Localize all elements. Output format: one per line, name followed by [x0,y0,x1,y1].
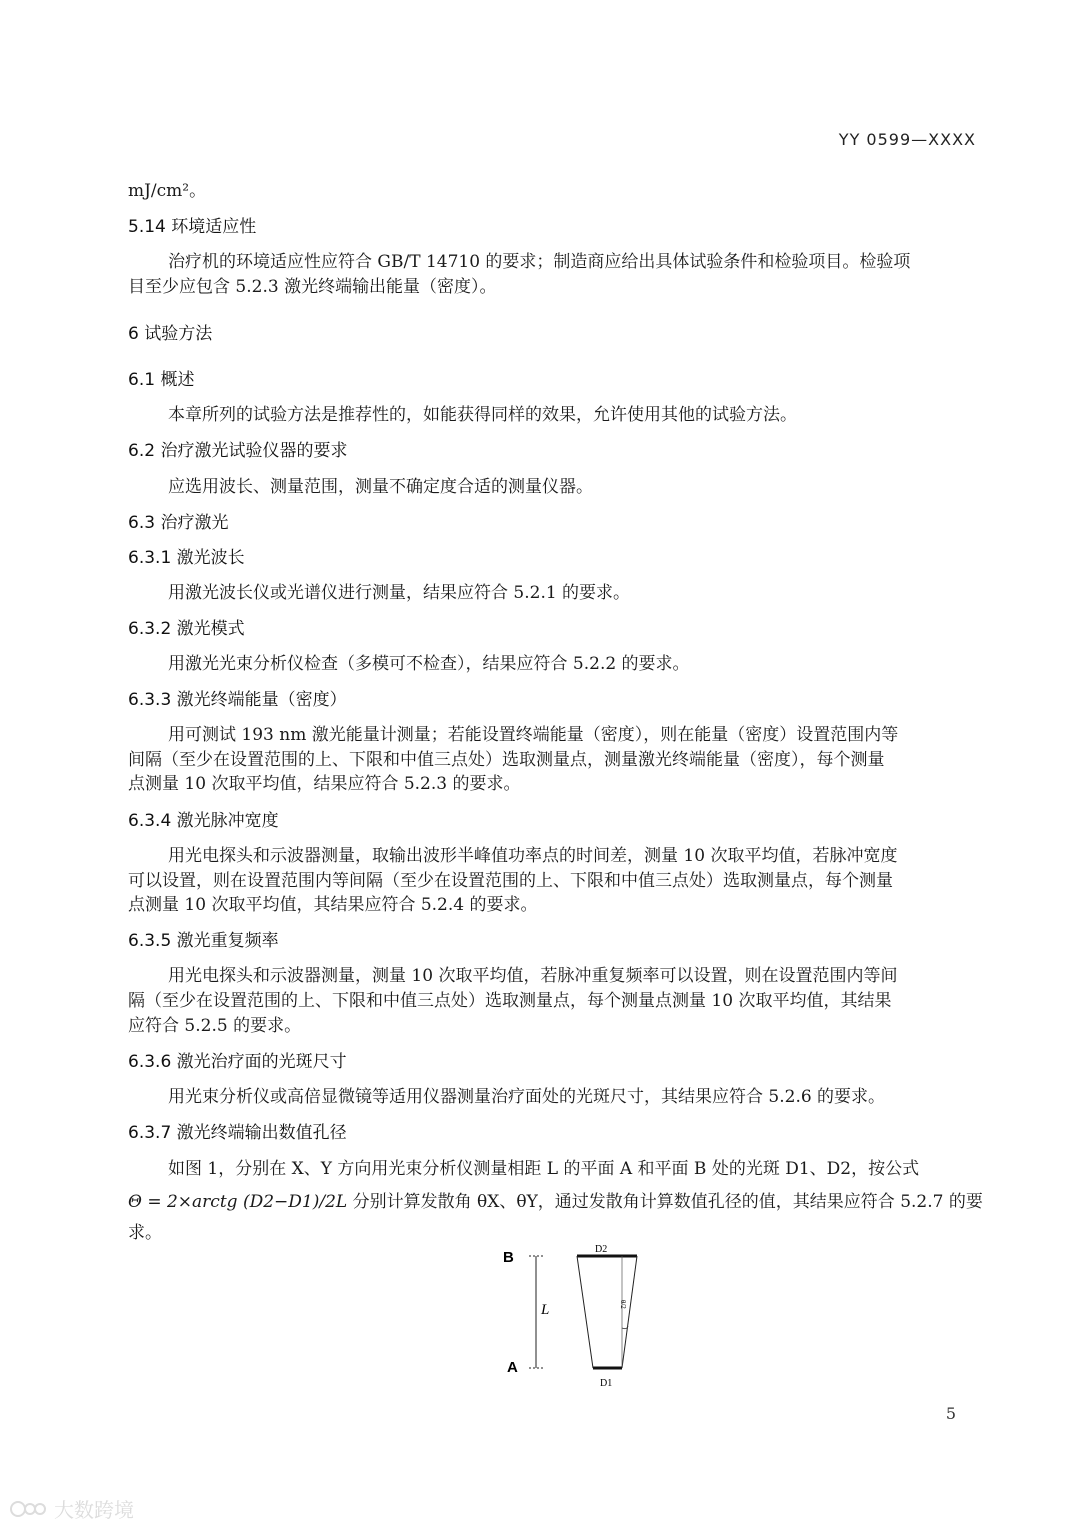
paragraph-line: 用光电探头和示波器测量，测量 10 次取平均值，若脉冲重复频率可以设置，则在设置范围内等间 [168,966,898,986]
paragraph-line: 用激光波长仪或光谱仪进行测量，结果应符合 5.2.1 的要求。 [168,583,631,603]
paragraph-line: 用光束分析仪或高倍显微镜等适用仪器测量治疗面处的光斑尺寸，其结果应符合 5.2.6 的要求。 [168,1087,886,1107]
paragraph-line: 目至少应包含 5.2.3 激光终端输出能量（密度）。 [128,277,497,297]
document-code: YY 0599—XXXX [838,130,976,149]
formula-line [128,1187,983,1212]
paragraph-line: 点测量 10 次取平均值，其结果应符合 5.2.4 的要求。 [128,895,538,915]
paragraph-line: 治疗机的环境适应性应符合 GB/T 14710 的要求；制造商应给出具体试验条件和检验项目。检验项 [168,252,911,272]
label-b: B [503,1249,514,1266]
paragraph-line: 可以设置，则在设置范围内等间隔（至少在设置范围的上、下限和中值三点处）选取测量点，每个测量 [128,871,893,891]
formula-text: 分别计算发散角 θX、θY，通过发散角计算数值孔径的值，其结果应符合 5.2.7 的要 [347,1192,983,1212]
paragraph-line: 如图 1，分别在 X、Y 方向用光束分析仪测量相距 L 的平面 A 和平面 B 处的光斑 D1、D2，按公式 [168,1159,920,1179]
figure-1-diagram [495,1244,665,1394]
label-a: A [507,1359,518,1376]
watermark-text: 大数跨境 [54,1498,134,1522]
paragraph-line: 应符合 5.2.5 的要求。 [128,1016,302,1036]
beam-edge-right [622,1256,637,1368]
section-heading-6-3-4: 6.3.4 激光脉冲宽度 [128,811,279,831]
section-heading-6-3-6: 6.3.6 激光治疗面的光斑尺寸 [128,1052,347,1072]
divergence-formula: Θ = 2×arctg (D2−D1)/2L [128,1192,348,1212]
section-heading-5-14: 5.14 环境适应性 [128,217,257,237]
paragraph-line: 用激光光束分析仪检查（多模可不检查），结果应符合 5.2.2 的要求。 [168,654,690,674]
label-l: L [541,1302,550,1318]
section-heading-6-3-1: 6.3.1 激光波长 [128,548,245,568]
page-number: 5 [945,1404,956,1423]
paragraph-line: 本章所列的试验方法是推荐性的，如能获得同样的效果，允许使用其他的试验方法。 [168,405,797,425]
label-theta: θ/2 [619,1300,627,1309]
beam-edge-left [577,1256,593,1368]
label-d1: D1 [600,1378,613,1389]
section-heading-6-3-7: 6.3.7 激光终端输出数值孔径 [128,1123,347,1143]
chapter-heading-6: 6 试验方法 [128,324,213,344]
section-heading-6-3-5: 6.3.5 激光重复频率 [128,931,279,951]
paragraph-line: 间隔（至少在设置范围的上、下限和中值三点处）选取测量点，测量激光终端能量（密度），每个测量 [128,750,885,770]
label-d2: D2 [595,1244,608,1255]
paragraph-line: 用光电探头和示波器测量，取输出波形半峰值功率点的时间差，测量 10 次取平均值，若脉冲宽度 [168,846,898,866]
paragraph-line: 应选用波长、测量范围，测量不确定度合适的测量仪器。 [168,477,593,497]
section-heading-6-3-3: 6.3.3 激光终端能量（密度） [128,690,347,710]
section-heading-6-3: 6.3 治疗激光 [128,513,229,533]
section-heading-6-3-2: 6.3.2 激光模式 [128,619,245,639]
text-line: mJ/cm²。 [128,181,207,201]
section-heading-6-2: 6.2 治疗激光试验仪器的要求 [128,441,348,461]
watermark-logo-icon [8,1498,48,1520]
watermark [8,1494,134,1523]
paragraph-line: 求。 [128,1223,162,1243]
paragraph-line: 隔（至少在设置范围的上、下限和中值三点处）选取测量点，每个测量点测量 10 次取平均值，其结果 [128,991,892,1011]
section-heading-6-1: 6.1 概述 [128,370,195,390]
paragraph-line: 点测量 10 次取平均值，结果应符合 5.2.3 的要求。 [128,774,521,794]
paragraph-line: 用可测试 193 nm 激光能量计测量；若能设置终端能量（密度），则在能量（密度）设置范围内等 [168,725,899,745]
